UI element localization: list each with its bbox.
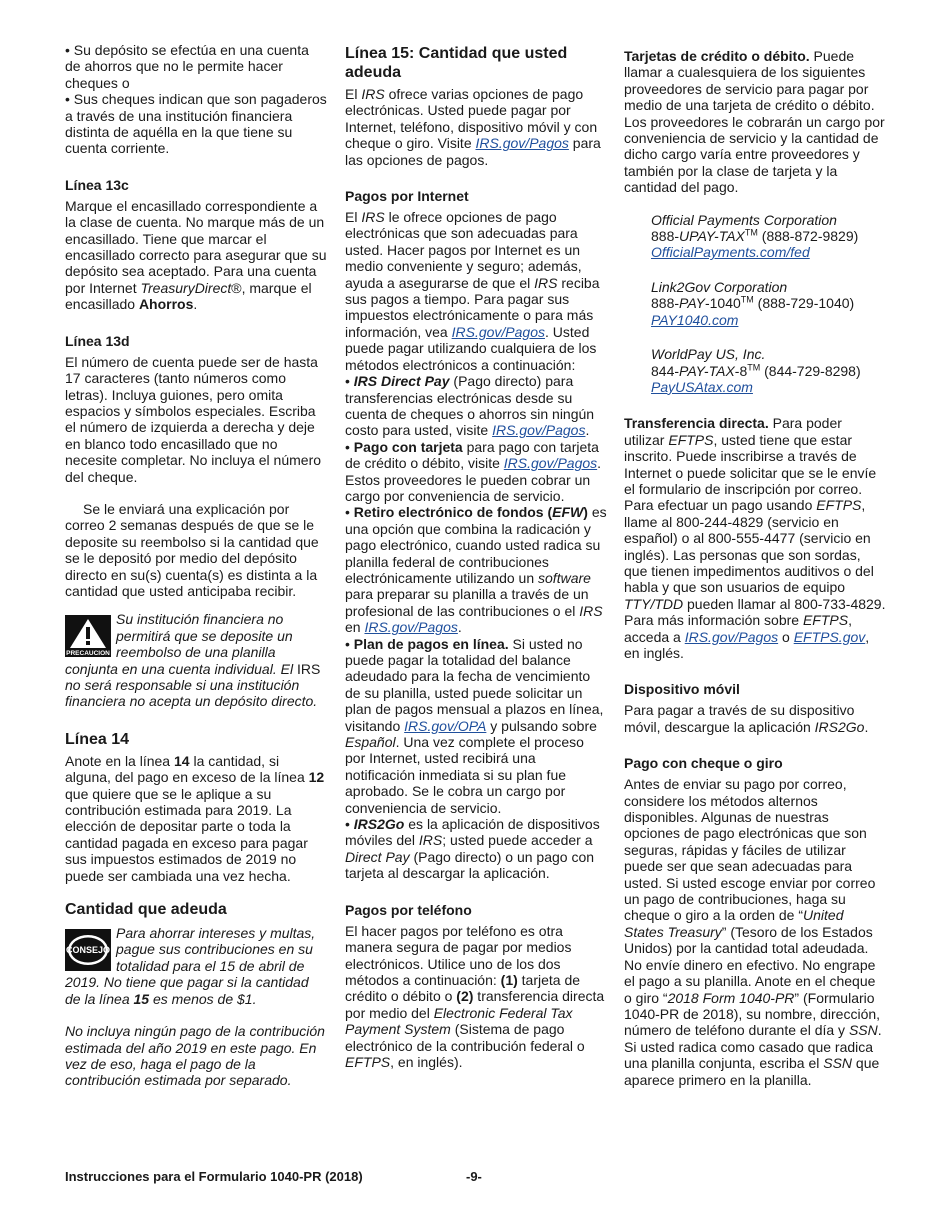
provider-link[interactable]: PayUSAtax.com: [651, 378, 753, 395]
bullet-item: • Su depósito se efectúa en una cuenta de ahorros que no le permite hacer cheques o: [65, 42, 327, 91]
caution-icon: [65, 615, 111, 657]
irs-opa-link[interactable]: IRS.gov/OPA: [404, 717, 487, 734]
paragraph-15: El IRS ofrece varias opciones de pago electrónicas. Usted puede pagar por Internet, teléfono, dispositivo móvil y con cheque o giro. Visite IRS.gov/Pagos para las opciones de pagos.: [345, 86, 601, 168]
section-title-check: Pago con cheque o giro: [624, 755, 783, 772]
irs-pagos-link[interactable]: IRS.gov/Pagos: [503, 455, 598, 472]
bullet-direct-pay: • IRS Direct Pay (Pago directo) para transferencias electrónicas desde su cuenta de cheques o ahorros sin ningún costo para usted, visite IRS.gov/Pagos.: [345, 373, 607, 439]
tip-text-2: No incluya ningún pago de la contribución estimada del año 2019 en este pago. En vez de eso, haga el pago de la contribución estimada por separado.: [65, 1023, 325, 1089]
provider-link[interactable]: PAY1040.com: [651, 311, 739, 328]
caution-label: PRECAUCION: [66, 650, 110, 658]
paragraph-internet: El IRS le ofrece opciones de pago electrónicas que son adecuadas para usted. Hacer pagos por Internet es un medio conveniente y seguro; además, ayuda a asegurarse de que el IRS reciba sus pagos a tiempo. Para pagar sus impuestos electrónicamente o para más información, vea IRS.gov/Pagos. Usted puede pagar utilizando cualquiera de los métodos electrónicos a continuación:: [345, 209, 600, 373]
section-title-phone: Pagos por teléfono: [345, 901, 472, 918]
tip-icon: [65, 929, 111, 971]
column-3: [624, 42, 886, 1088]
paragraph-14: Anote en la línea 14 la cantidad, si alguna, del pago en exceso de la línea 12 que quiere que se le aplique a su contribución estimada para 2019. La elección de depositar parte o toda la cantidad pagada en exceso para pagar sus impuestos estimados de 2019 no puede ser cambiada una vez hecha.: [65, 752, 325, 884]
section-title-13d: Línea 13d: [65, 332, 130, 349]
page-number: -9-: [466, 1169, 482, 1184]
column-2: [345, 42, 607, 1070]
paragraph-check: Antes de enviar su pago por correo, considere los métodos alternos disponibles. Algunas de nuestras opciones de pago electrónicas que son seguras, rápidas y fáciles de utilizar puede ser que sean adecuadas para usted. Si usted escoge enviar por correo un pago de contribuciones, haga su cheque o giro a la orden de “United States Treasury” (Tesoro de los Estados Unidos) por la cantidad total adeudada. No envíe dinero en efectivo. No engrape el pago a su planilla. Anote en el cheque o giro “2018 Form 1040-PR” (Formulario 1040-PR de 2018), su nombre, dirección, número de teléfono durante el día y SSN. Si usted radica como casado que radica una planilla conjunta, escriba el SSN que aparece primero en la planilla.: [624, 776, 882, 1088]
section-title-internet: Pagos por Internet: [345, 188, 469, 205]
paragraph-phone: El hacer pagos por teléfono es otra manera segura de pagar por medios electrónicos. Utilice uno de los dos métodos a continuación: (1) tarjeta de crédito o débito o (2) transferencia directa por medio del Electronic Federal Tax Payment System (Sistema de pago electrónico de la contribución federal o EFTPS, en inglés).: [345, 922, 605, 1070]
footer-title: Instrucciones para el Formulario 1040-PR (2018): [65, 1169, 363, 1184]
caution-text: Su institución financiera no permitirá que se deposite un reembolso de una planilla conjunta en una cuenta individual. El IRS no será responsable si una institución financiera no acepta un depósito directo.: [65, 611, 321, 710]
bullet-payment-plan: • Plan de pagos en línea. Si usted no puede pagar la totalidad del balance adeudado para la fecha de vencimiento de su planilla, usted puede solicitar un plan de pagos mensual a plazos en línea, visitando IRS.gov/OPA y pulsando sobre Español. Una vez complete el proceso por Internet, usted recibirá una notificación inmediata si su plan fue aprobado. Se le cobra un cargo por conveniencia de servicio.: [345, 636, 607, 816]
tip-note: [65, 925, 327, 1089]
paragraph-13c: Marque el encasillado correspondiente a la clase de cuenta. No marque más de un encasillado. Tiene que marcar el encasillado correcto para asegurar que su depósito sea aceptado. Para una cuenta por Internet TreasuryDirect®, marque el encasillado Ahorros.: [65, 197, 327, 313]
provider-2: Link2Gov Corporation 888-PAY-1040™ (888-729-1040) PAY1040.com: [651, 278, 855, 328]
provider-link[interactable]: OfficialPayments.com/fed: [651, 244, 810, 261]
section-title-owe: Cantidad que adeuda: [65, 901, 227, 919]
provider-name: WorldPay US, Inc.: [651, 346, 766, 363]
eftps-link[interactable]: EFTPS.gov: [793, 628, 866, 645]
paragraph-credit-cards: Tarjetas de crédito o débito. Puede llamar a cualesquiera de los siguientes proveedores de servicio para pagar por medio de una tarjeta de crédito o débito. Los proveedores le cobrarán un cargo por conveniencia de servicio y la cantidad de dicho cargo varía entre proveedores y también por la clase de tarjeta y la cantidad del pago.: [624, 48, 885, 196]
paragraph-13d-2: Se le enviará una explicación por correo 2 semanas después de que se le deposite su reembolso si la cantidad que se le depositó por medio del depósito directo en su(s) cuenta(s) es distinta a la cantidad que usted anticipaba recibir.: [65, 500, 319, 599]
section-title-mobile: Dispositivo móvil: [624, 681, 740, 698]
column-1: [65, 42, 327, 1089]
bullet-efw: • Retiro electrónico de fondos (EFW) es una opción que combina la radicación y pago electrónico, cuando usted radica su planilla federal de contribuciones electrónicamente utilizando un software para preparar su planilla a través de un profesional de las contribuciones o el IRS en IRS.gov/Pagos.: [345, 504, 607, 635]
section-title-13c: Línea 13c: [65, 176, 129, 193]
bullet-card: • Pago con tarjeta para pago con tarjeta de crédito o débito, visite IRS.gov/Pagos. Estos proveedores le pueden cobrar un cargo por conveniencia de servicio.: [345, 439, 607, 505]
provider-name: Official Payments Corporation: [651, 211, 837, 228]
provider-3: WorldPay US, Inc. 844-PAY-TAX-8™ (844-729-8298) PayUSAtax.com: [651, 346, 861, 395]
paragraph-mobile: Para pagar a través de su dispositivo móvil, descargue la aplicación IRS2Go.: [624, 702, 869, 735]
irs-pagos-link[interactable]: IRS.gov/Pagos: [364, 619, 458, 636]
provider-name: Link2Gov Corporation: [651, 278, 788, 295]
irs-pagos-link[interactable]: IRS.gov/Pagos: [684, 628, 779, 645]
bullet-item: • Sus cheques indican que son pagaderos a través de una institución financiera distinta de aquélla en la que tiene su cuenta corriente.: [65, 91, 327, 157]
bullet-irs2go: • IRS2Go es la aplicación de dispositivos móviles del IRS; usted puede acceder a Direct Pay (Pago directo) o un pago con tarjeta al descargar la aplicación.: [345, 816, 607, 882]
tip-text: Para ahorrar intereses y multas, pague sus contribuciones en su totalidad para el 15 de abril de 2019. No tiene que pagar si la cantidad de la línea 15 es menos de $1.: [65, 925, 316, 1007]
provider-1: Official Payments Corporation 888-UPAY-TAX™ (888-872-9829) OfficialPayments.com/fed: [651, 211, 859, 261]
paragraph-13d: El número de cuenta puede ser de hasta 17 caracteres (tanto números como letras). Incluya guiones, pero omita espacios y símbolos especiales. Escriba el número de izquierda a derecha y deje en blanco todo encasillado que no necesite completar. No incluya el número del cheque.: [65, 353, 322, 485]
irs-pagos-link[interactable]: IRS.gov/Pagos: [475, 135, 569, 152]
caution-note: [65, 611, 327, 709]
irs-pagos-link[interactable]: IRS.gov/Pagos: [451, 323, 545, 340]
paragraph-direct-transfer: Transferencia directa. Para poder utilizar EFTPS, usted tiene que estar inscrito. Puede inscribirse a través de Internet o puede solicitar que se le envíe el formulario de inscripción por correo. Para efectuar un pago usando EFTPS, llame al 800-244-4829 (servicio en español) o al 800-555-4477 (servicio en inglés). Las personas que son sordas, que tienen impedimentos auditivos o del habla y que son usuarios de equipo TTY/TDD pueden llamar al 800-733-4829. Para más información sobre EFTPS, acceda a IRS.gov/Pagos o EFTPS.gov, en inglés.: [624, 415, 886, 661]
section-title-14: Línea 14: [65, 730, 130, 748]
tip-label: CONSEJO: [65, 945, 111, 956]
section-title-15: Línea 15: Cantidad que usted adeuda: [345, 45, 568, 81]
irs-pagos-link[interactable]: IRS.gov/Pagos: [492, 422, 586, 439]
